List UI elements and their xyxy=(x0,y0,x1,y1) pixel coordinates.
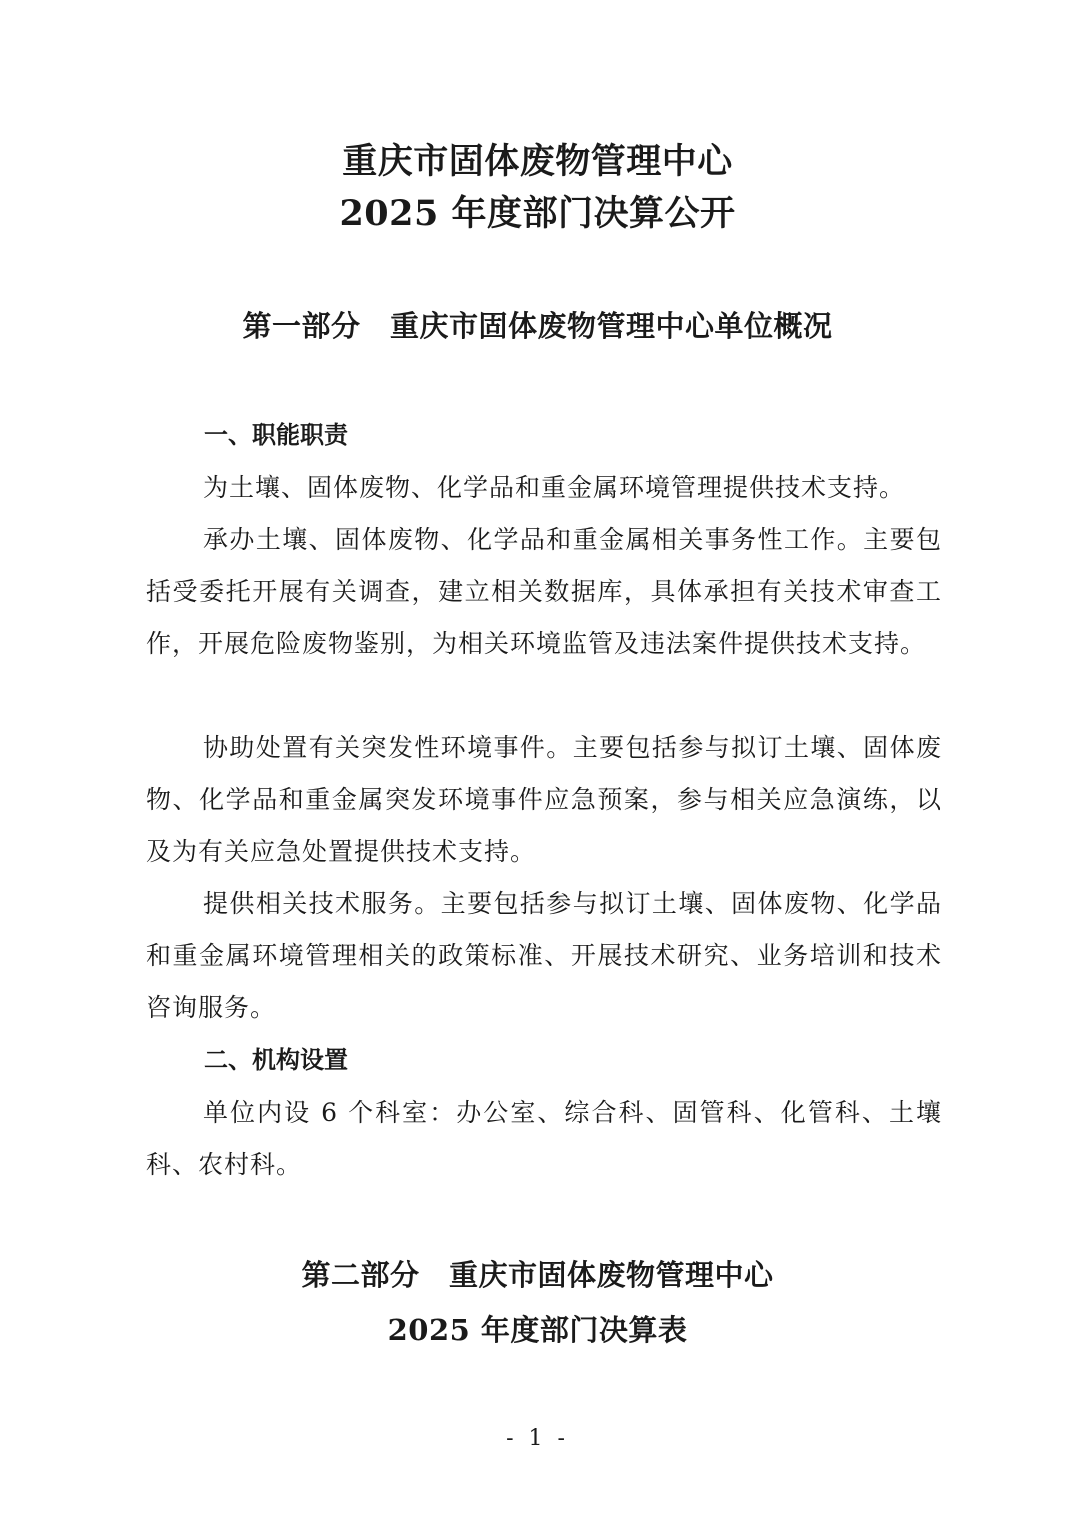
section2-paragraph: 单位内设 6 个科室：办公室、综合科、固管科、化管科、土壤科、农村科。 xyxy=(146,1098,942,1179)
section1-paragraph-3: 协助处置有关突发性环境事件。主要包括参与拟订土壤、固体废物、化学品和重金属突发环境事件应急预案，参与相关应急演练，以及为有关应急处置提供技术支持。 xyxy=(146,733,942,866)
part1-heading: 第一部分 重庆市固体废物管理中心单位概况 xyxy=(242,309,833,343)
document-title-line2: 2025 年度部门决算公开 xyxy=(339,193,736,234)
section1-paragraph-4: 提供相关技术服务。主要包括参与拟订土壤、固体废物、化学品和重金属环境管理相关的政策标准、开展技术研究、业务培训和技术咨询服务。 xyxy=(146,889,942,1022)
page-number: - 1 - xyxy=(506,1426,569,1451)
section1-paragraph-2: 承办土壤、固体废物、化学品和重金属相关事务性工作。主要包括受委托开展有关调查，建立相关数据库，具体承担有关技术审查工作，开展危险废物鉴别，为相关环境监管及违法案件提供技术支持。 xyxy=(146,525,942,658)
section2-heading: 二、机构设置 xyxy=(204,1046,348,1074)
part2-heading-line2: 2025 年度部门决算表 xyxy=(387,1313,688,1347)
document-title-line1: 重庆市固体废物管理中心 xyxy=(342,141,733,182)
section1-paragraph-1: 为土壤、固体废物、化学品和重金属环境管理提供技术支持。 xyxy=(203,473,906,502)
part2-heading-line1: 第二部分 重庆市固体废物管理中心 xyxy=(301,1258,774,1292)
section1-heading: 一、职能职责 xyxy=(204,421,348,449)
